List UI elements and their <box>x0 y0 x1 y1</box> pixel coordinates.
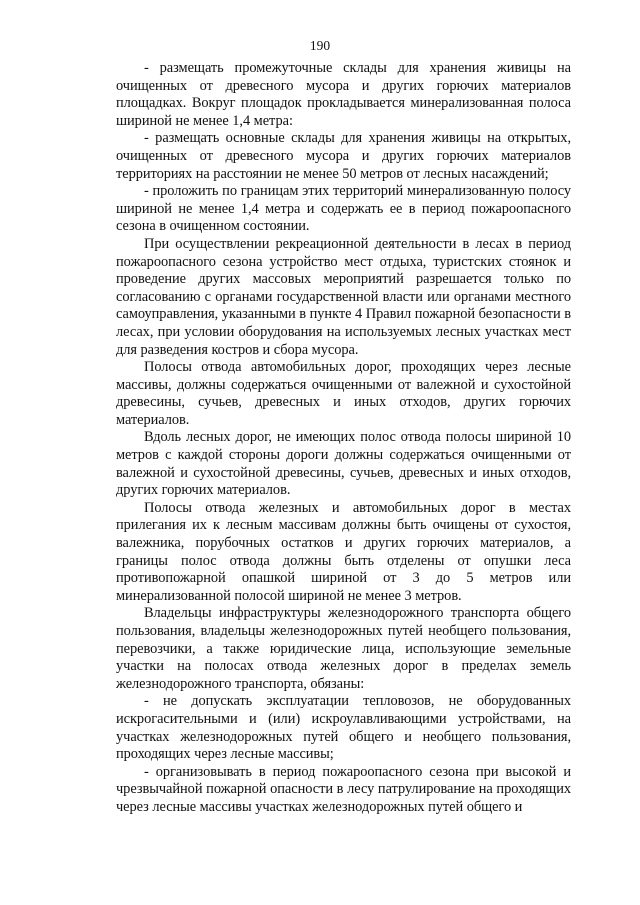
paragraph-5: Полосы отвода автомобильных дорог, проходящих через лесные массивы, должны содержаться очищенными от валежной и сухостойной древесины, сучьев, древесных и иных отходов, других горючих материалов. <box>116 359 571 428</box>
paragraph-3: - проложить по границам этих территорий минерализованную полосу шириной не менее 1,4 метра и содержать ее в период пожароопасного сезона в очищенном состоянии. <box>116 183 571 235</box>
paragraph-1: - размещать промежуточные склады для хранения живицы на очищенных от древесного мусора и других горючих материалов площадках. Вокруг площадок прокладывается минерализованная полоса шириной не менее 1,4 метра: <box>116 60 571 129</box>
document-body <box>116 60 571 817</box>
paragraph-10: - организовывать в период пожароопасного сезона при высокой и чрезвычайной пожарной опасности в лесу патрулирование на проходящих через лесные массивы участках железнодорожных путей общего и <box>116 763 571 815</box>
paragraph-6: Вдоль лесных дорог, не имеющих полос отвода полосы шириной 10 метров с каждой стороны дороги должны содержаться очищенными от валежной и сухостойной древесины, сучьев, древесных и иных отходов, других горючих материалов. <box>116 429 571 499</box>
paragraph-9: - не допускать эксплуатации тепловозов, не оборудованных искрогасительными и (или) искроулавливающими устройствами, на участках железнодорожных путей общего и необщего пользования, проходящих через лесные массивы; <box>116 693 571 763</box>
paragraph-2: - размещать основные склады для хранения живицы на открытых, очищенных от древесного мусора и других горючих материалов территориях на расстоянии не менее 50 метров от лесных насаждений; <box>116 130 571 182</box>
paragraph-8: Владельцы инфраструктуры железнодорожного транспорта общего пользования, владельцы железнодорожных путей необщего пользования, перевозчики, а также юридические лица, использующие земельные участки на полосах отвода железных дорог в пределах земель железнодорожного транспорта, обязаны: <box>116 605 571 692</box>
paragraph-7: Полосы отвода железных и автомобильных дорог в местах прилегания их к лесным массивам должны быть очищены от сухостоя, валежника, порубочных остатков и других горючих материалов, а границы полос отвода должны быть отделены от опушки леса противопожарной опашкой шириной от 3 до 5 метров или минерализованной полосой шириной не менее 3 метров. <box>116 499 571 604</box>
page-number: 190 <box>309 38 331 53</box>
paragraph-4: При осуществлении рекреационной деятельности в лесах в период пожароопасного сезона устройство мест отдыха, туристских стоянок и проведение других массовых мероприятий разрешается только по согласованию с органами государственной власти или органами местного самоуправления, указанными в пункте 4 Правил пожарной безопасности в лесах, при условии оборудования на используемых лесных участках мест для разведения костров и сбора мусора. <box>116 235 571 358</box>
